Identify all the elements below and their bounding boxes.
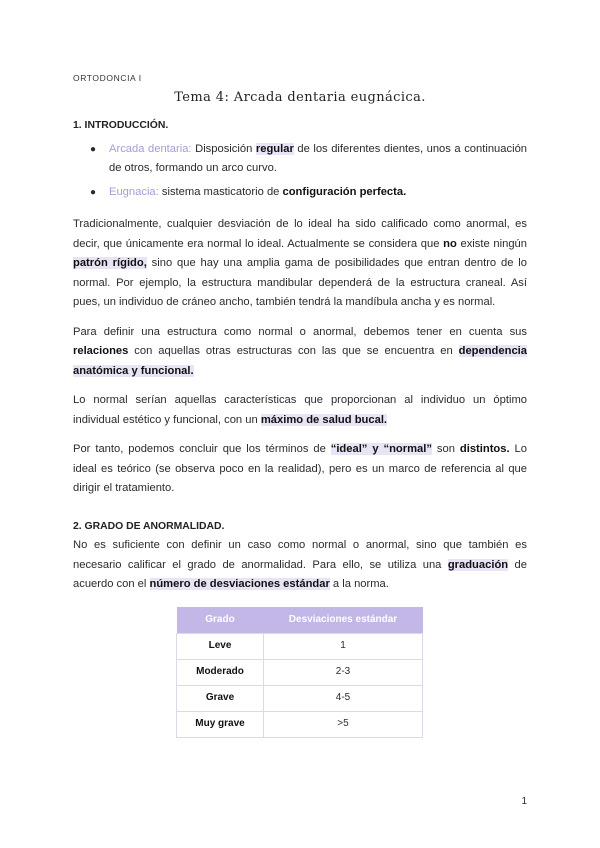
deviation-cell: >5 bbox=[264, 711, 423, 737]
bullet-icon: ● bbox=[90, 186, 97, 198]
section-heading-grado-anormalidad: 2. GRADO DE ANORMALIDAD. bbox=[73, 520, 225, 532]
paragraph: Lo normal serían aquellas características que proporcionan al individuo un óptimo individual estético y funcional, con un máximo de salud bucal. bbox=[73, 394, 527, 426]
paragraph: Tradicionalmente, cualquier desviación de lo ideal ha sido calificado como anormal, es decir, que únicamente era normal lo ideal. Actualmente se considera que no existe ningún patrón rígido, sino que hay una amplia gama de posibilidades que entran dentro de lo normal. Por ejemplo, la estructura mandibular dependerá de la estructura craneal. Así pues, un individuo de cráneo ancho, también tendrá la mandíbula ancha y es normal. bbox=[73, 218, 527, 308]
grade-cell: Grave bbox=[177, 685, 264, 711]
deviation-cell: 4-5 bbox=[264, 685, 423, 711]
term-arcada-dentaria: Arcada dentaria: bbox=[109, 142, 192, 155]
definition-text: de los diferentes dientes, unos a continuación de otros, formando un arco curvo. bbox=[109, 142, 528, 174]
paragraph: Por tanto, podemos concluir que los términos de “ideal” y “normal” son distintos. Lo ideal es teórico (se observa poco en la realidad), pero es un marco de referencia al que dirigir el tratamiento. bbox=[73, 443, 527, 494]
column-header-grado: Grado bbox=[177, 607, 264, 634]
table-row bbox=[177, 685, 423, 711]
column-header-desviaciones: Desviaciones estándar bbox=[264, 607, 423, 634]
table-row bbox=[177, 659, 423, 685]
page-number: 1 bbox=[521, 796, 527, 807]
definition-text: sistema masticatorio de bbox=[161, 185, 283, 198]
bold-term: configuración perfecta. bbox=[282, 185, 407, 198]
grade-cell: Leve bbox=[177, 633, 264, 659]
table-header-row bbox=[177, 607, 423, 634]
list-item bbox=[73, 140, 527, 179]
deviation-cell: 1 bbox=[264, 633, 423, 659]
paragraph: Para definir una estructura como normal o anormal, debemos tener en cuenta sus relaciones con aquellas otras estructuras con las que se encuentra en dependencia anatómica y funcional. bbox=[73, 325, 527, 377]
grade-cell: Muy grave bbox=[177, 711, 264, 737]
bullet-icon: ● bbox=[90, 143, 97, 155]
anormality-grade-table bbox=[176, 607, 423, 738]
section-heading-introduccion: 1. INTRODUCCIÓN. bbox=[73, 120, 169, 131]
paragraph: No es suficiente con definir un caso como normal o anormal, sino que también es necesario calificar el grado de anormalidad. Para ello, se utiliza una graduación de acuerdo con el número de desviaciones estándar a la norma. bbox=[73, 539, 527, 590]
deviation-cell: 2-3 bbox=[264, 659, 423, 685]
definition-list bbox=[73, 140, 527, 203]
course-label: ORTODONCIA I bbox=[73, 73, 142, 83]
document-body bbox=[73, 116, 527, 738]
term-eugnacia: Eugnacia: bbox=[109, 185, 159, 198]
table-row bbox=[177, 633, 423, 659]
page-title: Tema 4: Arcada dentaria eugnácica. bbox=[174, 90, 426, 105]
highlighted-term: regular bbox=[255, 142, 294, 155]
list-item bbox=[73, 183, 527, 203]
grade-cell: Moderado bbox=[177, 659, 264, 685]
table-row bbox=[177, 711, 423, 737]
definition-text: Disposición bbox=[195, 142, 256, 155]
